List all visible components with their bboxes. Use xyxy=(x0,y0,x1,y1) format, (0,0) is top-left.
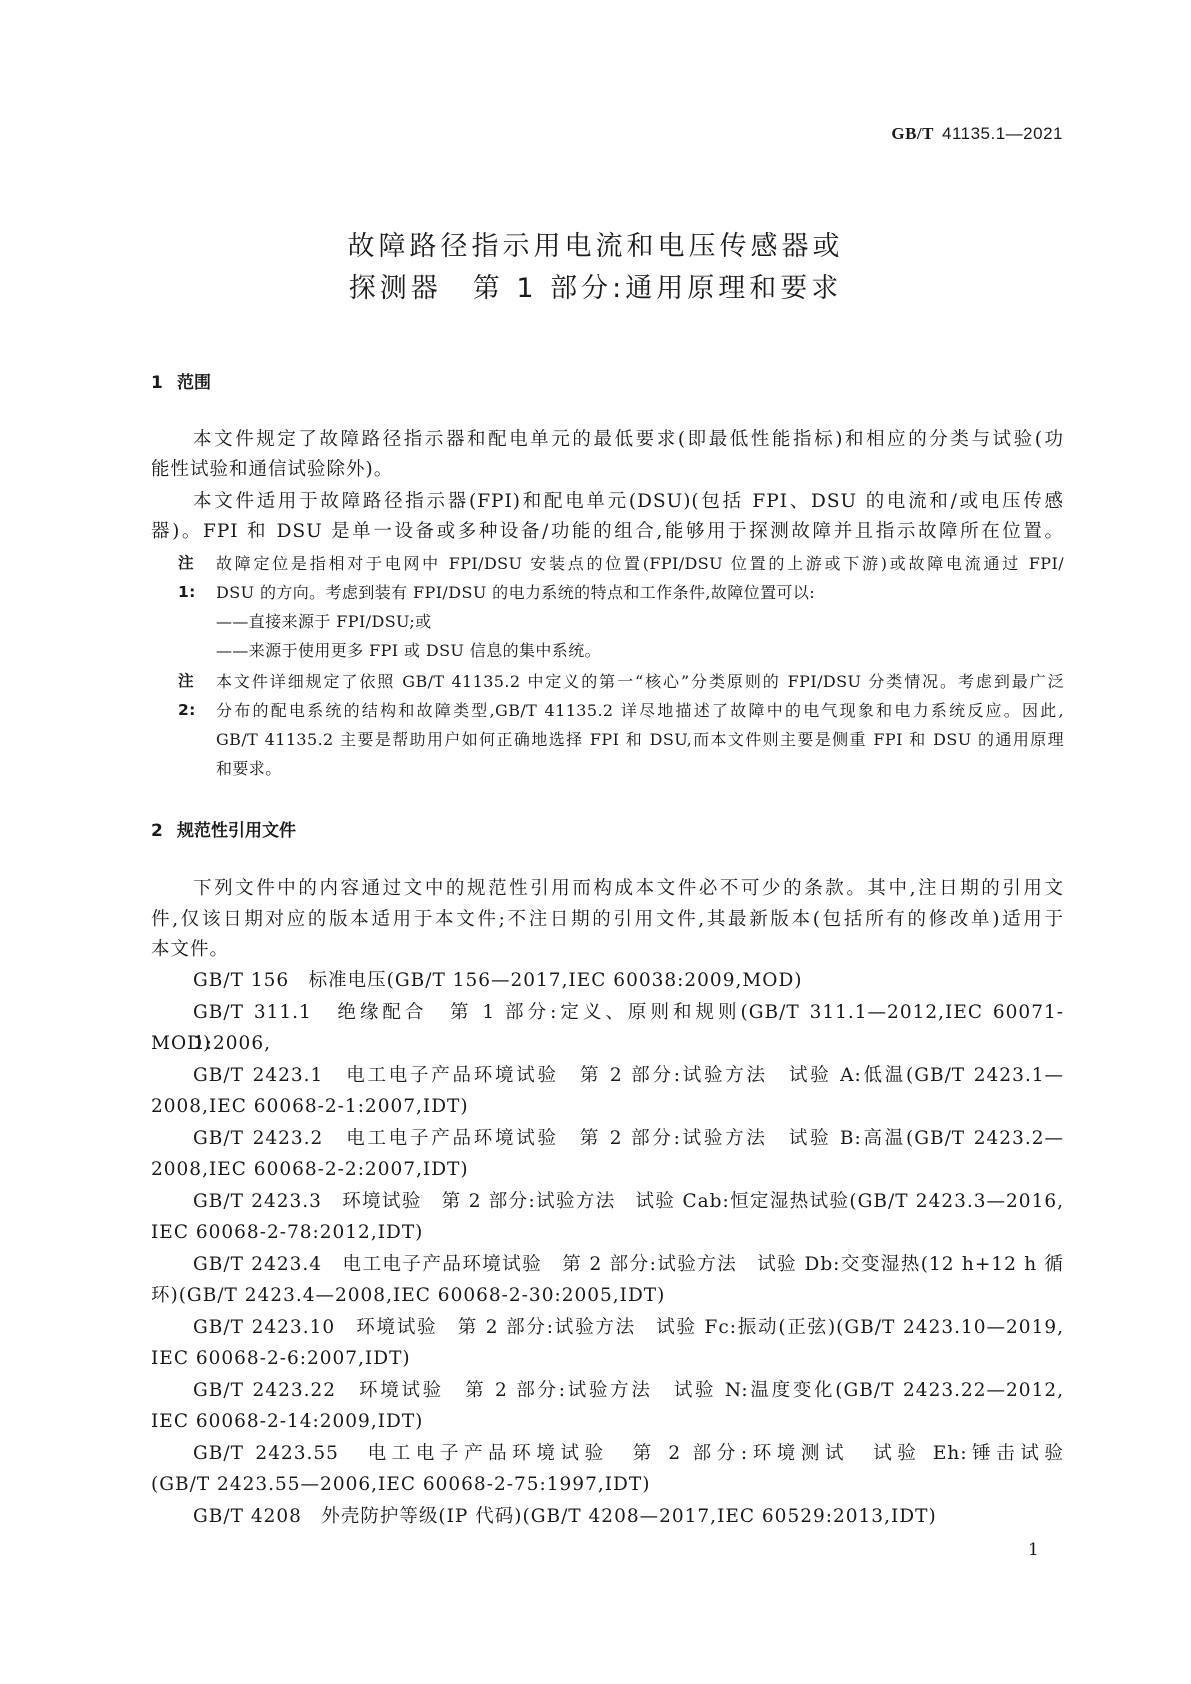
note-line: GB/T 41135.2 主要是帮助用户如何正确地选择 FPI 和 DSU,而本文件则主要是侧重 FPI 和 DSU 的通用原理 xyxy=(216,730,1064,749)
paragraph-line: 本文件适用于故障路径指示器(FPI)和配电单元(DSU)(包括 FPI、DSU 的电流和/或电压传感 xyxy=(193,491,1064,512)
standard-number-header xyxy=(891,124,1063,144)
paragraph-line: 本文件。 xyxy=(151,939,230,960)
section-title: 范围 xyxy=(177,373,211,393)
reference-entry-continuation: (GB/T 2423.55—2006,IEC 60068-2-75:1997,IDT) xyxy=(151,1474,651,1495)
reference-entry-continuation: 环)(GB/T 2423.4—2008,IEC 60068-2-30:2005,IDT) xyxy=(151,1285,666,1306)
section-1-heading xyxy=(151,368,211,393)
standard-number: 41135.1—2021 xyxy=(941,124,1063,143)
paragraph-line: 能性试验和通信试验除外)。 xyxy=(151,459,394,480)
paragraph-line: 下列文件中的内容通过文中的规范性引用而构成本文件必不可少的条款。其中,注日期的引用文 xyxy=(193,878,1064,899)
section-title: 规范性引用文件 xyxy=(177,821,296,841)
reference-entry: GB/T 156 标准电压(GB/T 156—2017,IEC 60038:2009,MOD) xyxy=(193,970,803,991)
reference-entry: GB/T 2423.55 电工电子产品环境试验 第 2 部分:环境测试 试验 Eh:锤击试验 xyxy=(193,1442,1064,1464)
reference-entry: GB/T 2423.22 环境试验 第 2 部分:试验方法 试验 N:温度变化(GB/T 2423.22—2012, xyxy=(193,1379,1064,1401)
note-line: ——直接来源于 FPI/DSU;或 xyxy=(216,612,432,631)
note-line: DSU 的方向。考虑到装有 FPI/DSU 的电力系统的特点和工作条件,故障位置可以: xyxy=(216,583,816,602)
reference-entry: GB/T 2423.2 电工电子产品环境试验 第 2 部分:试验方法 试验 B:高温(GB/T 2423.2— xyxy=(193,1127,1064,1149)
reference-entry: GB/T 311.1 绝缘配合 第 1 部分:定义、原则和规则(GB/T 311.1—2012,IEC 60071-1:2006, xyxy=(193,1001,1064,1054)
document-title-line-2: 探测器 第 1 部分:通用原理和要求 xyxy=(348,273,843,304)
reference-entry-continuation: IEC 60068-2-78:2012,IDT) xyxy=(151,1222,424,1243)
reference-entry: GB/T 2423.3 环境试验 第 2 部分:试验方法 试验 Cab:恒定湿热试验(GB/T 2423.3—2016, xyxy=(193,1190,1064,1212)
paragraph-line: 器)。FPI 和 DSU 是单一设备或多种设备/功能的组合,能够用于探测故障并且指示故障所在位置。 xyxy=(151,521,1064,542)
scope-paragraphs xyxy=(151,425,1064,547)
note-line: 故障定位是指相对于电网中 FPI/DSU 安装点的位置(FPI/DSU 位置的上游或下游)或故障电流通过 FPI/ xyxy=(216,554,1064,573)
note-1 xyxy=(178,549,1064,665)
reference-entry-continuation: IEC 60068-2-6:2007,IDT) xyxy=(151,1348,411,1369)
reference-entry-continuation: 2008,IEC 60068-2-1:2007,IDT) xyxy=(151,1096,469,1117)
paragraph-line: 本文件规定了故障路径指示器和配电单元的最低要求(即最低性能指标)和相应的分类与试验(功 xyxy=(193,429,1064,450)
page-number: 1 xyxy=(1028,1540,1039,1560)
section-number: 2 xyxy=(151,821,163,841)
note-line: ——来源于使用更多 FPI 或 DSU 信息的集中系统。 xyxy=(216,641,602,660)
reference-entry-continuation: IEC 60068-2-14:2009,IDT) xyxy=(151,1411,424,1432)
note-line: 分布的配电系统的结构和故障类型,GB/T 41135.2 详尽地描述了故障中的电气现象和电力系统反应。因此, xyxy=(216,701,1064,720)
normative-references-intro xyxy=(151,874,1064,966)
reference-entry: GB/T 4208 外壳防护等级(IP 代码)(GB/T 4208—2017,IEC 60529:2013,IDT) xyxy=(193,1505,937,1527)
document-title-line-1: 故障路径指示用电流和电压传感器或 xyxy=(347,231,844,262)
reference-entry-continuation: MOD) xyxy=(151,1033,212,1054)
standard-prefix: GB/T xyxy=(891,124,934,143)
reference-entry: GB/T 2423.4 电工电子产品环境试验 第 2 部分:试验方法 试验 Db:交变湿热(12 h+12 h 循 xyxy=(193,1253,1064,1275)
reference-list xyxy=(151,965,1064,1532)
note-2 xyxy=(178,667,1064,783)
reference-entry-continuation: 2008,IEC 60068-2-2:2007,IDT) xyxy=(151,1159,469,1180)
paragraph-line: 件,仅该日期对应的版本适用于本文件;不注日期的引用文件,其最新版本(包括所有的修改单)适用于 xyxy=(151,908,1064,930)
reference-entry: GB/T 2423.10 环境试验 第 2 部分:试验方法 试验 Fc:振动(正弦)(GB/T 2423.10—2019, xyxy=(193,1316,1064,1338)
note-label: 注 1: xyxy=(178,554,196,601)
section-number: 1 xyxy=(151,373,163,393)
note-label: 注 2: xyxy=(178,672,196,719)
note-line: 本文件详细规定了依照 GB/T 41135.2 中定义的第一“核心”分类原则的 FPI/DSU 分类情况。考虑到最广泛 xyxy=(216,672,1064,691)
section-2-heading xyxy=(151,816,296,841)
reference-entry: GB/T 2423.1 电工电子产品环境试验 第 2 部分:试验方法 试验 A:低温(GB/T 2423.1— xyxy=(193,1064,1064,1086)
note-line: 和要求。 xyxy=(216,759,282,778)
